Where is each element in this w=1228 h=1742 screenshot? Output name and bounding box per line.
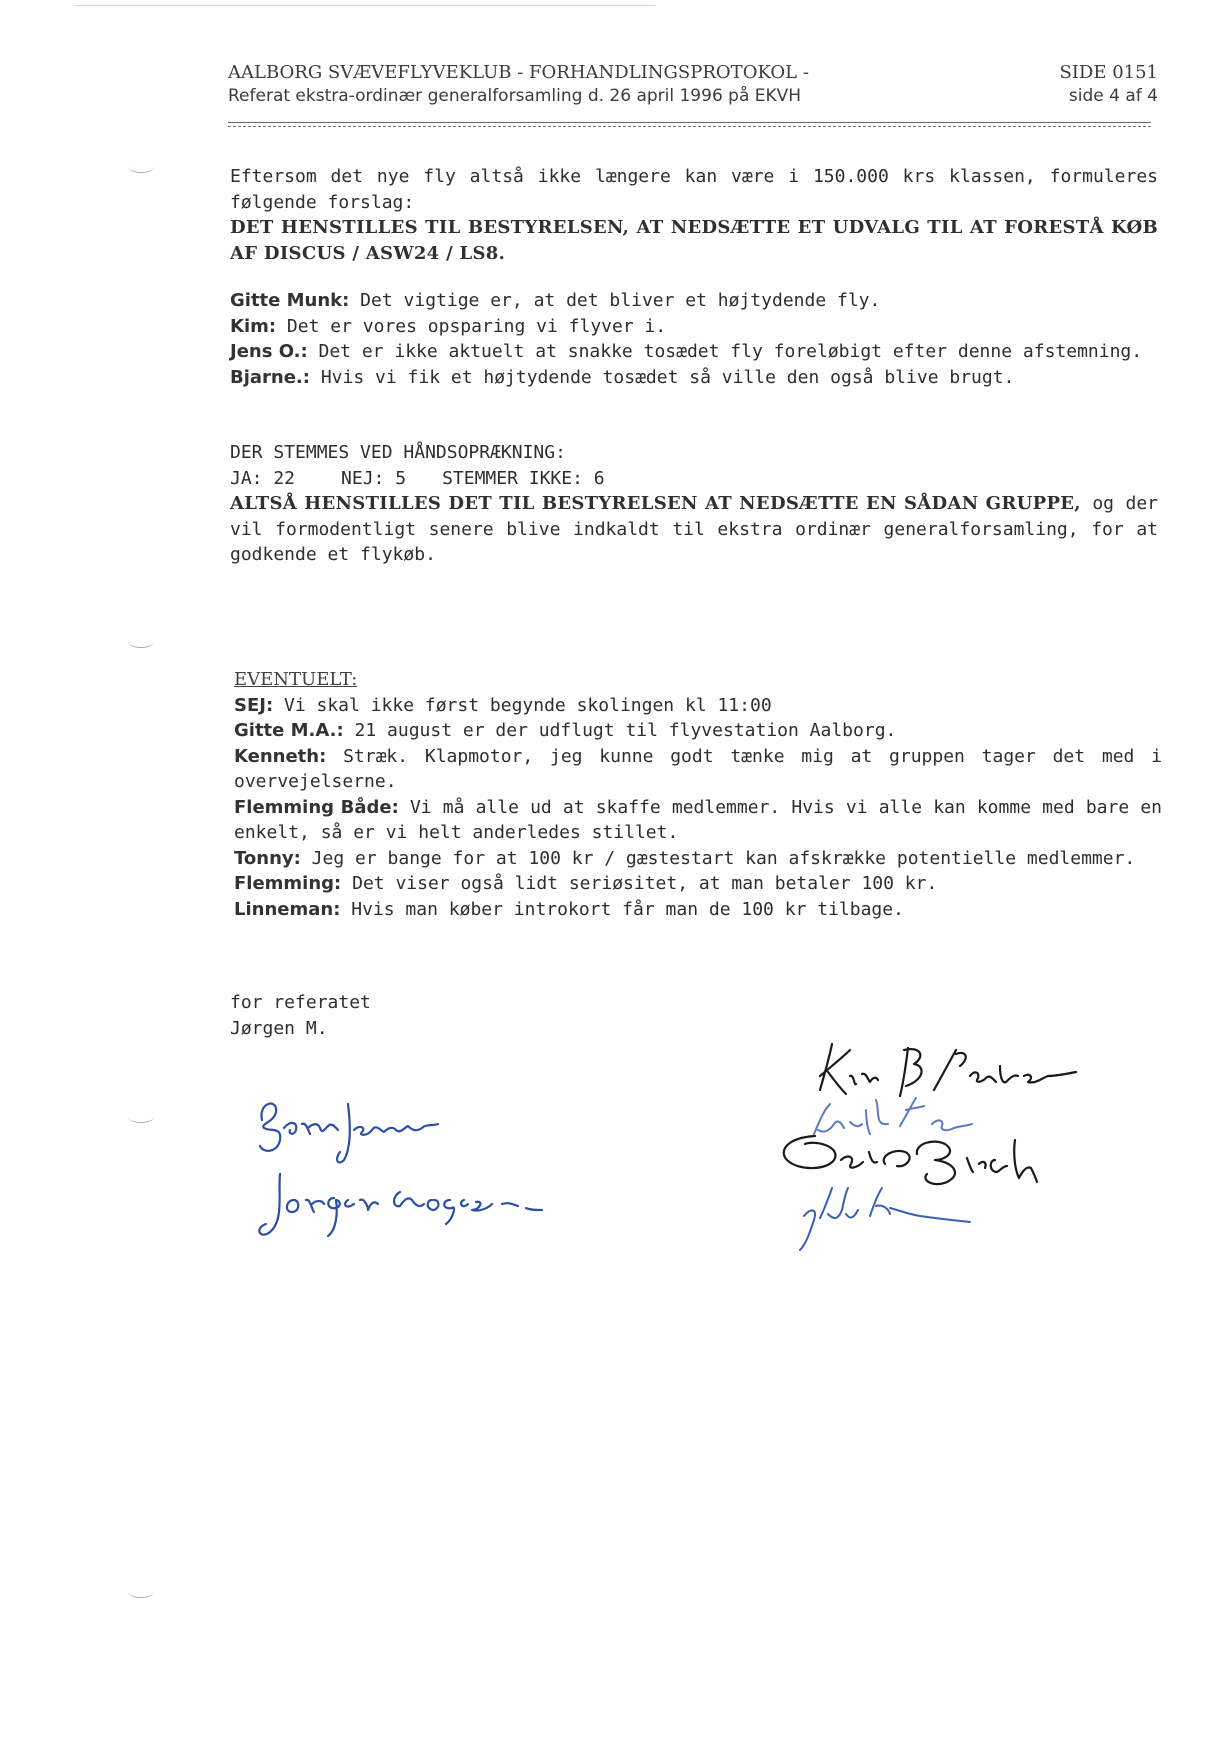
speaker-name: Linneman: [234, 898, 341, 920]
entry-text: Stræk. Klapmotor, jeg kunne godt tænke mig at gruppen tager det med i overvejelserne. [234, 745, 1162, 792]
entry-text: Jeg er bange for at 100 kr / gæstestart kan afskrække potentielle medlemmer. [300, 847, 1136, 869]
entry-text: Det er vores opsparing vi flyver i. [276, 315, 667, 337]
punch-hole-mark [128, 635, 154, 648]
speaker-name: Kenneth: [234, 745, 327, 767]
punch-hole-mark [128, 160, 154, 173]
eventuelt-entry [234, 744, 1162, 795]
header-subtitle: Referat ekstra-ordinær generalforsamling d. 26 april 1996 på EKVH [228, 86, 802, 106]
signature-jorgen-mogensen [250, 1170, 580, 1250]
proposal-text: DET HENSTILLES TIL BESTYRELSEN, AT NEDSÆTTE ET UDVALG TIL AT FORESTÅ KØB AF DISCUS / ASW24 / LS8. [230, 217, 1158, 264]
speaker-name: Gitte Munk: [230, 290, 350, 311]
signature-member-4 [790, 1180, 990, 1255]
speaker-name: Kim: [230, 315, 277, 337]
entry-text: Vi skal ikke først begynde skolingen kl 11:00 [273, 694, 772, 716]
speaker-name: Gitte M.A.: [234, 720, 344, 741]
entry-text: 21 august er der udflugt til flyvestation Aalborg. [343, 720, 897, 741]
discussion-entry [230, 365, 1158, 391]
vote-result [230, 491, 1158, 568]
eventuelt-section [234, 667, 1162, 922]
eventuelt-entry [234, 846, 1162, 872]
discussion-entry [230, 339, 1158, 365]
eventuelt-entry [234, 693, 1162, 719]
intro-section [230, 164, 1158, 266]
discussion-entry [230, 288, 1158, 314]
speaker-name: Jens O.: [230, 341, 308, 362]
eventuelt-heading: EVENTUELT: [234, 669, 358, 690]
intro-text: Eftersom det nye fly altså ikke længere kan være i 150.000 krs klassen, formuleres følgende forslag: [230, 166, 1158, 213]
scan-edge-line [75, 5, 655, 6]
header-page-count: side 4 af 4 [1068, 86, 1158, 106]
entry-text: Det vigtige er, at det bliver et højtydende fly. [349, 290, 881, 311]
closing-line: for referatet [230, 992, 371, 1013]
entry-text: Hvis vi fik et højtydende tosædet så ville den også blive brugt. [309, 366, 1015, 388]
speaker-name: Tonny: [234, 847, 301, 869]
header-page-number: SIDE 0151 [1059, 62, 1158, 83]
eventuelt-entry [234, 897, 1162, 923]
vote-result-caps: ALTSÅ HENSTILLES DET TIL BESTYRELSEN AT NEDSÆTTE EN SÅDAN GRUPPE, [230, 493, 1081, 514]
header-divider [228, 122, 1151, 127]
speaker-name: SEJ: [234, 694, 274, 716]
closing-author: Jørgen M. [230, 1017, 328, 1039]
entry-text: Det er ikke aktuelt at snakke tosædet fly foreløbigt efter denne afstemning. [307, 341, 1143, 362]
punch-hole-mark [128, 1110, 154, 1123]
entry-text: Det viser også lidt seriøsitet, at man betaler 100 kr. [341, 873, 938, 894]
entry-text: Vi må alle ud at skaffe medlemmer. Hvis vi alle kan komme med bare en enkelt, så er vi helt anderledes stillet. [234, 796, 1162, 843]
discussion-section [230, 288, 1158, 390]
eventuelt-entry [234, 795, 1162, 846]
vote-counts [230, 466, 1158, 492]
entry-text: Hvis man køber introkort får man de 100 kr tilbage. [340, 898, 904, 920]
header-title: AALBORG SVÆVEFLYVEKLUB - FORHANDLINGSPROTOKOL - [228, 62, 809, 83]
eventuelt-entry [234, 871, 1162, 897]
vote-no: NEJ: 5 [341, 467, 407, 489]
speaker-name: Flemming Både: [234, 796, 399, 818]
signature-bjarne-jensen [250, 1090, 480, 1170]
discussion-entry [230, 314, 1158, 340]
speaker-name: Bjarne.: [230, 366, 310, 388]
vote-yes: JA: 22 [230, 467, 296, 489]
closing-section [230, 990, 1158, 1041]
vote-heading: DER STEMMES VED HÅNDSOPRÆKNING: [230, 442, 566, 463]
eventuelt-entry [234, 718, 1162, 744]
vote-followup: og der vil formodentligt senere blive indkaldt til ekstra ordinær generalforsamling, for at godkende et flykøb. [230, 493, 1158, 565]
punch-hole-mark [128, 1585, 154, 1598]
speaker-name: Flemming: [234, 873, 342, 894]
vote-section [230, 440, 1158, 568]
vote-abstain: STEMMER IKKE: 6 [442, 467, 605, 489]
